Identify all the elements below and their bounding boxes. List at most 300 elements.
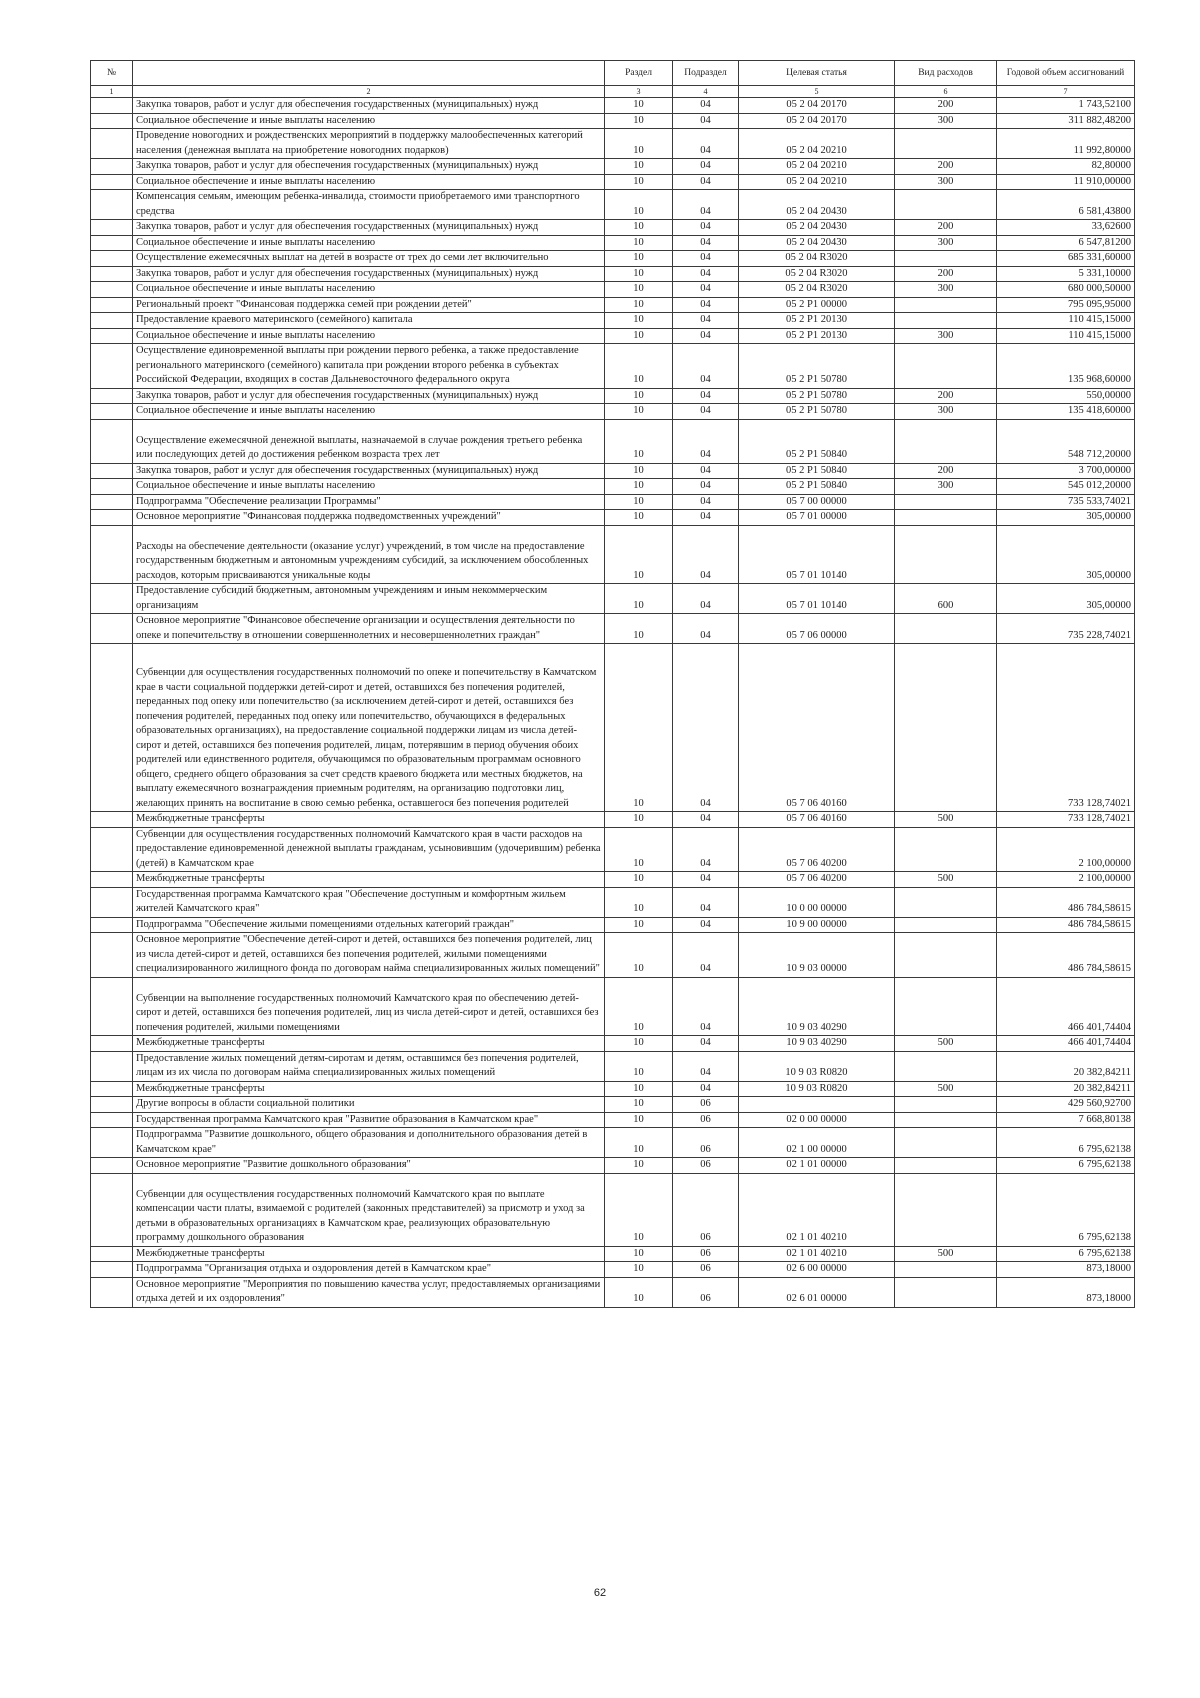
row-expense-type-cell: 500 (895, 1036, 997, 1052)
table-row (91, 977, 1135, 1036)
row-expense-type-cell (895, 1262, 997, 1278)
row-expense-type-cell: 200 (895, 388, 997, 404)
row-name-cell: Подпрограмма "Обеспечение жилыми помещениями отдельных категорий граждан" (133, 917, 605, 933)
row-target-item-cell: 10 9 00 00000 (739, 917, 895, 933)
row-subsection-cell: 04 (673, 510, 739, 526)
table-row (91, 510, 1135, 526)
row-expense-type-cell (895, 344, 997, 389)
row-number-cell (91, 220, 133, 236)
row-amount-cell: 6 795,62138 (997, 1173, 1135, 1246)
row-name-cell: Осуществление ежемесячной денежной выплаты, назначаемой в случае рождения третьего ребенка или последующих детей до достижения ребенком возраста трех лет (133, 419, 605, 463)
row-number-cell (91, 933, 133, 978)
row-section-cell: 10 (605, 174, 673, 190)
row-number-cell (91, 404, 133, 420)
table-row (91, 827, 1135, 872)
row-expense-type-cell: 200 (895, 220, 997, 236)
row-number-cell (91, 313, 133, 329)
row-target-item-cell: 05 2 P1 50780 (739, 388, 895, 404)
row-expense-type-cell (895, 1173, 997, 1246)
row-name-cell: Закупка товаров, работ и услуг для обеспечения государственных (муниципальных) нужд (133, 463, 605, 479)
table-row (91, 1246, 1135, 1262)
row-subsection-cell: 06 (673, 1158, 739, 1174)
header-annual-amount: Годовой объем ассигнований (997, 61, 1135, 86)
row-amount-cell: 429 560,92700 (997, 1097, 1135, 1113)
row-section-cell: 10 (605, 235, 673, 251)
row-target-item-cell: 10 9 03 40290 (739, 1036, 895, 1052)
row-subsection-cell: 06 (673, 1097, 739, 1113)
row-number-cell (91, 644, 133, 812)
row-expense-type-cell (895, 887, 997, 917)
row-subsection-cell: 04 (673, 297, 739, 313)
table-row (91, 174, 1135, 190)
row-name-cell: Межбюджетные трансферты (133, 1036, 605, 1052)
header-section: Раздел (605, 61, 673, 86)
row-name-cell: Проведение новогодних и рождественских мероприятий в поддержку малообеспеченных категорий населения (денежная выплата на приобретение новогодних подарков) (133, 129, 605, 159)
row-number-cell (91, 1036, 133, 1052)
row-target-item-cell: 05 2 04 20430 (739, 235, 895, 251)
row-subsection-cell: 04 (673, 174, 739, 190)
row-expense-type-cell: 200 (895, 463, 997, 479)
row-subsection-cell: 04 (673, 827, 739, 872)
row-subsection-cell: 04 (673, 933, 739, 978)
row-subsection-cell: 06 (673, 1277, 739, 1307)
row-number-cell (91, 282, 133, 298)
row-name-cell: Субвенции для осуществления государственных полномочий Камчатского края в части расходов на предоставление единовременной денежной выплаты гражданам, усыновившим (удочерившим) ребенка (детей) в Камчатском крае (133, 827, 605, 872)
row-name-cell: Социальное обеспечение и иные выплаты населению (133, 235, 605, 251)
row-section-cell: 10 (605, 1246, 673, 1262)
row-target-item-cell: 10 9 03 00000 (739, 933, 895, 978)
row-amount-cell: 548 712,20000 (997, 419, 1135, 463)
row-amount-cell: 486 784,58615 (997, 933, 1135, 978)
row-name-cell: Социальное обеспечение и иные выплаты населению (133, 404, 605, 420)
row-section-cell: 10 (605, 1128, 673, 1158)
row-expense-type-cell (895, 644, 997, 812)
row-subsection-cell: 04 (673, 525, 739, 584)
row-target-item-cell: 10 9 03 R0820 (739, 1051, 895, 1081)
row-amount-cell: 305,00000 (997, 525, 1135, 584)
table-row (91, 1173, 1135, 1246)
row-subsection-cell: 04 (673, 644, 739, 812)
table-row (91, 419, 1135, 463)
budget-table (90, 60, 1135, 1308)
row-amount-cell: 486 784,58615 (997, 887, 1135, 917)
row-section-cell: 10 (605, 933, 673, 978)
row-subsection-cell: 04 (673, 404, 739, 420)
row-amount-cell: 7 668,80138 (997, 1112, 1135, 1128)
row-amount-cell: 545 012,20000 (997, 479, 1135, 495)
row-expense-type-cell (895, 977, 997, 1036)
row-target-item-cell: 05 7 06 40160 (739, 812, 895, 828)
row-target-item-cell: 05 2 04 R3020 (739, 266, 895, 282)
row-number-cell (91, 479, 133, 495)
row-section-cell: 10 (605, 977, 673, 1036)
row-name-cell: Закупка товаров, работ и услуг для обеспечения государственных (муниципальных) нужд (133, 98, 605, 114)
row-section-cell: 10 (605, 1097, 673, 1113)
row-section-cell: 10 (605, 388, 673, 404)
row-amount-cell: 680 000,50000 (997, 282, 1135, 298)
row-number-cell (91, 1262, 133, 1278)
row-number-cell (91, 584, 133, 614)
row-name-cell: Основное мероприятие "Финансовая поддержка подведомственных учреждений" (133, 510, 605, 526)
row-subsection-cell: 04 (673, 190, 739, 220)
row-amount-cell: 873,18000 (997, 1262, 1135, 1278)
row-number-cell (91, 510, 133, 526)
row-subsection-cell: 06 (673, 1112, 739, 1128)
row-subsection-cell: 04 (673, 235, 739, 251)
row-expense-type-cell (895, 129, 997, 159)
row-number-cell (91, 917, 133, 933)
row-subsection-cell: 04 (673, 129, 739, 159)
row-amount-cell: 873,18000 (997, 1277, 1135, 1307)
row-number-cell (91, 419, 133, 463)
row-amount-cell: 6 795,62138 (997, 1128, 1135, 1158)
row-amount-cell: 6 547,81200 (997, 235, 1135, 251)
table-row (91, 1097, 1135, 1113)
row-name-cell: Подпрограмма "Организация отдыха и оздоровления детей в Камчатском крае" (133, 1262, 605, 1278)
header-expense-type: Вид расходов (895, 61, 997, 86)
row-number-cell (91, 1081, 133, 1097)
row-section-cell: 10 (605, 917, 673, 933)
row-name-cell: Межбюджетные трансферты (133, 1081, 605, 1097)
row-amount-cell: 305,00000 (997, 510, 1135, 526)
row-expense-type-cell (895, 419, 997, 463)
header-target-item: Целевая статья (739, 61, 895, 86)
row-number-cell (91, 251, 133, 267)
row-subsection-cell: 04 (673, 344, 739, 389)
row-expense-type-cell: 300 (895, 479, 997, 495)
row-target-item-cell: 05 2 04 R3020 (739, 251, 895, 267)
row-target-item-cell: 05 2 04 R3020 (739, 282, 895, 298)
row-number-cell (91, 297, 133, 313)
row-subsection-cell: 06 (673, 1262, 739, 1278)
row-amount-cell: 6 795,62138 (997, 1158, 1135, 1174)
row-target-item-cell: 05 7 01 10140 (739, 525, 895, 584)
row-name-cell: Региональный проект "Финансовая поддержка семей при рождении детей" (133, 297, 605, 313)
row-amount-cell: 2 100,00000 (997, 827, 1135, 872)
row-amount-cell: 1 743,52100 (997, 98, 1135, 114)
table-row (91, 1262, 1135, 1278)
row-amount-cell: 466 401,74404 (997, 977, 1135, 1036)
row-section-cell: 10 (605, 98, 673, 114)
budget-document (90, 60, 1134, 1308)
row-subsection-cell: 04 (673, 872, 739, 888)
row-section-cell: 10 (605, 419, 673, 463)
row-number-cell (91, 1277, 133, 1307)
row-target-item-cell: 05 2 P1 50780 (739, 404, 895, 420)
row-amount-cell: 11 910,00000 (997, 174, 1135, 190)
row-expense-type-cell (895, 510, 997, 526)
table-row (91, 388, 1135, 404)
column-number: 5 (739, 86, 895, 98)
row-section-cell: 10 (605, 344, 673, 389)
table-row (91, 933, 1135, 978)
row-amount-cell: 733 128,74021 (997, 644, 1135, 812)
row-name-cell: Основное мероприятие "Развитие дошкольного образования" (133, 1158, 605, 1174)
row-amount-cell: 33,62600 (997, 220, 1135, 236)
row-name-cell: Предоставление субсидий бюджетным, автономным учреждениям и иным некоммерческим организациям (133, 584, 605, 614)
row-amount-cell: 735 228,74021 (997, 614, 1135, 644)
row-subsection-cell: 06 (673, 1128, 739, 1158)
row-target-item-cell: 05 2 P1 20130 (739, 328, 895, 344)
row-expense-type-cell (895, 525, 997, 584)
row-amount-cell: 311 882,48200 (997, 113, 1135, 129)
table-row (91, 614, 1135, 644)
row-target-item-cell: 02 1 00 00000 (739, 1128, 895, 1158)
table-row (91, 479, 1135, 495)
table-row (91, 235, 1135, 251)
row-section-cell: 10 (605, 1051, 673, 1081)
row-amount-cell: 20 382,84211 (997, 1081, 1135, 1097)
row-subsection-cell: 04 (673, 419, 739, 463)
row-number-cell (91, 190, 133, 220)
row-name-cell: Подпрограмма "Развитие дошкольного, общего образования и дополнительного образования детей в Камчатском крае" (133, 1128, 605, 1158)
row-expense-type-cell (895, 1128, 997, 1158)
table-row (91, 463, 1135, 479)
row-section-cell: 10 (605, 510, 673, 526)
row-number-cell (91, 113, 133, 129)
row-expense-type-cell (895, 1158, 997, 1174)
column-number: 6 (895, 86, 997, 98)
header-name (133, 61, 605, 86)
header-subsection: Подраздел (673, 61, 739, 86)
row-expense-type-cell (895, 1051, 997, 1081)
table-row (91, 282, 1135, 298)
row-target-item-cell: 05 2 04 20210 (739, 159, 895, 175)
row-subsection-cell: 06 (673, 1246, 739, 1262)
row-target-item-cell: 02 6 00 00000 (739, 1262, 895, 1278)
row-target-item-cell: 05 7 01 10140 (739, 584, 895, 614)
table-row (91, 129, 1135, 159)
row-expense-type-cell: 300 (895, 404, 997, 420)
row-name-cell: Предоставление жилых помещений детям-сиротам и детям, оставшимся без попечения родителей, лицам из их числа по договорам найма специализированных жилых помещений (133, 1051, 605, 1081)
row-amount-cell: 550,00000 (997, 388, 1135, 404)
row-name-cell: Социальное обеспечение и иные выплаты населению (133, 174, 605, 190)
row-expense-type-cell: 300 (895, 174, 997, 190)
row-amount-cell: 135 418,60000 (997, 404, 1135, 420)
row-section-cell: 10 (605, 1277, 673, 1307)
row-target-item-cell: 05 2 04 20210 (739, 129, 895, 159)
row-subsection-cell: 04 (673, 251, 739, 267)
row-target-item-cell: 05 2 P1 50840 (739, 463, 895, 479)
column-number: 4 (673, 86, 739, 98)
row-number-cell (91, 235, 133, 251)
row-section-cell: 10 (605, 614, 673, 644)
table-row (91, 344, 1135, 389)
row-subsection-cell: 04 (673, 463, 739, 479)
row-amount-cell: 466 401,74404 (997, 1036, 1135, 1052)
row-section-cell: 10 (605, 113, 673, 129)
row-subsection-cell: 04 (673, 113, 739, 129)
row-expense-type-cell: 500 (895, 1246, 997, 1262)
table-row (91, 220, 1135, 236)
row-target-item-cell: 05 7 06 40160 (739, 644, 895, 812)
table-row (91, 917, 1135, 933)
table-row (91, 266, 1135, 282)
row-number-cell (91, 887, 133, 917)
row-target-item-cell: 05 2 P1 50780 (739, 344, 895, 389)
row-expense-type-cell: 200 (895, 98, 997, 114)
row-expense-type-cell: 500 (895, 812, 997, 828)
row-subsection-cell: 04 (673, 313, 739, 329)
row-number-cell (91, 266, 133, 282)
table-row (91, 584, 1135, 614)
row-amount-cell: 486 784,58615 (997, 917, 1135, 933)
row-subsection-cell: 04 (673, 328, 739, 344)
row-number-cell (91, 1097, 133, 1113)
row-target-item-cell: 05 2 04 20210 (739, 174, 895, 190)
row-section-cell: 10 (605, 282, 673, 298)
row-name-cell: Субвенции для осуществления государственных полномочий по опеке и попечительству в Камчатском крае в части социальной поддержки детей-сирот и детей, оставшихся без попечения родителей, переданных под опеку или попечительство (за исключением детей-сирот и детей, оставшихся без попечения родителей, переданных под опеку или попечительство, обучающихся в федеральных образовательных организациях), на предоставление социальной поддержки лицам из числа детей-сирот и детей, оставшихся без попечения родителей, лицам, потерявшим в период обучения обоих родителей или единственного родителя, обучающимся по образовательным программам основного общего, среднего общего образования за счет средств краевого бюджета или местных бюджетов, на выплату ежемесячного вознаграждения приемным родителям, на организацию подготовки лиц, желающих принять на воспитание в свою семью ребенка, оставшегося без попечения родителей (133, 644, 605, 812)
row-name-cell: Компенсация семьям, имеющим ребенка-инвалида, стоимости приобретаемого ими транспортного средства (133, 190, 605, 220)
row-number-cell (91, 1112, 133, 1128)
table-row (91, 525, 1135, 584)
row-name-cell: Осуществление ежемесячных выплат на детей в возрасте от трех до семи лет включительно (133, 251, 605, 267)
row-amount-cell: 110 415,15000 (997, 313, 1135, 329)
row-name-cell: Государственная программа Камчатского края "Обеспечение доступным и комфортным жильем жителей Камчатского края" (133, 887, 605, 917)
column-number-row (91, 86, 1135, 98)
column-number: 3 (605, 86, 673, 98)
row-subsection-cell: 04 (673, 98, 739, 114)
row-name-cell: Основное мероприятие "Обеспечение детей-сирот и детей, оставшихся без попечения родителей, лиц из числа детей-сирот и детей, оставшихся без попечения родителей, жилыми помещениями специализированного жилищного фонда по договорам найма специализированных жилых помещений" (133, 933, 605, 978)
table-row (91, 404, 1135, 420)
row-expense-type-cell (895, 933, 997, 978)
table-row (91, 887, 1135, 917)
row-expense-type-cell: 200 (895, 159, 997, 175)
row-name-cell: Социальное обеспечение и иные выплаты населению (133, 328, 605, 344)
row-number-cell (91, 344, 133, 389)
row-name-cell: Закупка товаров, работ и услуг для обеспечения государственных (муниципальных) нужд (133, 220, 605, 236)
table-row (91, 313, 1135, 329)
row-expense-type-cell (895, 1277, 997, 1307)
row-subsection-cell: 04 (673, 479, 739, 495)
row-target-item-cell: 02 1 01 40210 (739, 1173, 895, 1246)
row-target-item-cell: 05 2 04 20170 (739, 98, 895, 114)
row-number-cell (91, 872, 133, 888)
row-target-item-cell: 02 1 01 00000 (739, 1158, 895, 1174)
row-target-item-cell: 02 1 01 40210 (739, 1246, 895, 1262)
row-number-cell (91, 1051, 133, 1081)
row-amount-cell: 3 700,00000 (997, 463, 1135, 479)
row-number-cell (91, 812, 133, 828)
row-number-cell (91, 977, 133, 1036)
page-number: 62 (593, 1587, 607, 1599)
column-number: 2 (133, 86, 605, 98)
row-section-cell: 10 (605, 190, 673, 220)
row-target-item-cell: 05 2 P1 50840 (739, 479, 895, 495)
row-number-cell (91, 388, 133, 404)
table-row (91, 159, 1135, 175)
row-section-cell: 10 (605, 159, 673, 175)
row-target-item-cell: 05 7 06 40200 (739, 827, 895, 872)
row-name-cell: Социальное обеспечение и иные выплаты населению (133, 282, 605, 298)
row-target-item-cell: 10 0 00 00000 (739, 887, 895, 917)
row-amount-cell: 135 968,60000 (997, 344, 1135, 389)
table-row (91, 1112, 1135, 1128)
row-subsection-cell: 04 (673, 812, 739, 828)
table-row (91, 328, 1135, 344)
row-section-cell: 10 (605, 1036, 673, 1052)
column-number: 7 (997, 86, 1135, 98)
row-amount-cell: 82,80000 (997, 159, 1135, 175)
row-amount-cell: 795 095,95000 (997, 297, 1135, 313)
row-section-cell: 10 (605, 463, 673, 479)
row-expense-type-cell: 200 (895, 266, 997, 282)
row-target-item-cell: 02 0 00 00000 (739, 1112, 895, 1128)
row-section-cell: 10 (605, 404, 673, 420)
row-target-item-cell: 05 2 04 20170 (739, 113, 895, 129)
row-subsection-cell: 04 (673, 1036, 739, 1052)
row-section-cell: 10 (605, 1112, 673, 1128)
row-section-cell: 10 (605, 1158, 673, 1174)
row-target-item-cell: 05 7 06 00000 (739, 614, 895, 644)
row-section-cell: 10 (605, 297, 673, 313)
table-row (91, 644, 1135, 812)
row-target-item-cell: 10 9 03 R0820 (739, 1081, 895, 1097)
table-row (91, 1051, 1135, 1081)
row-expense-type-cell (895, 190, 997, 220)
row-section-cell: 10 (605, 1081, 673, 1097)
table-row (91, 1158, 1135, 1174)
row-target-item-cell: 05 7 01 00000 (739, 510, 895, 526)
row-number-cell (91, 463, 133, 479)
table-row (91, 251, 1135, 267)
row-name-cell: Основное мероприятие "Мероприятия по повышению качества услуг, предоставляемых организациями отдыха детей и их оздоровления" (133, 1277, 605, 1307)
row-subsection-cell: 04 (673, 1081, 739, 1097)
row-amount-cell: 6 795,62138 (997, 1246, 1135, 1262)
row-section-cell: 10 (605, 872, 673, 888)
row-target-item-cell: 05 7 00 00000 (739, 494, 895, 510)
row-expense-type-cell (895, 313, 997, 329)
row-amount-cell: 11 992,80000 (997, 129, 1135, 159)
row-target-item-cell: 05 2 P1 50840 (739, 419, 895, 463)
row-number-cell (91, 174, 133, 190)
row-number-cell (91, 328, 133, 344)
row-name-cell: Основное мероприятие "Финансовое обеспечение организации и осуществления деятельности по опеке и попечительству в отношении совершеннолетних и несовершеннолетних граждан" (133, 614, 605, 644)
row-subsection-cell: 04 (673, 614, 739, 644)
row-number-cell (91, 98, 133, 114)
row-name-cell: Межбюджетные трансферты (133, 1246, 605, 1262)
row-expense-type-cell (895, 297, 997, 313)
row-number-cell (91, 1173, 133, 1246)
row-number-cell (91, 614, 133, 644)
table-row (91, 1081, 1135, 1097)
row-target-item-cell: 05 2 P1 00000 (739, 297, 895, 313)
row-name-cell: Предоставление краевого материнского (семейного) капитала (133, 313, 605, 329)
row-number-cell (91, 159, 133, 175)
row-target-item-cell: 05 2 04 20430 (739, 190, 895, 220)
row-subsection-cell: 04 (673, 282, 739, 298)
row-target-item-cell: 05 2 P1 20130 (739, 313, 895, 329)
row-section-cell: 10 (605, 812, 673, 828)
row-subsection-cell: 04 (673, 220, 739, 236)
row-expense-type-cell (895, 614, 997, 644)
row-name-cell: Субвенции для осуществления государственных полномочий Камчатского края по выплате компенсации части платы, взимаемой с родителей (законных представителей) за присмотр и уход за детьми в образовательных организациях в Камчатском крае, реализующих образовательную программу дошкольного образования (133, 1173, 605, 1246)
row-section-cell: 10 (605, 494, 673, 510)
row-name-cell: Социальное обеспечение и иные выплаты населению (133, 479, 605, 495)
row-number-cell (91, 129, 133, 159)
row-expense-type-cell (895, 251, 997, 267)
row-name-cell: Расходы на обеспечение деятельности (оказание услуг) учреждений, в том числе на предоставление государственным бюджетным и автономным учреждениям субсидий, за исключением обособленных расходов, которым присваиваются уникальные коды (133, 525, 605, 584)
row-section-cell: 10 (605, 1262, 673, 1278)
row-section-cell: 10 (605, 266, 673, 282)
row-section-cell: 10 (605, 313, 673, 329)
row-section-cell: 10 (605, 251, 673, 267)
row-name-cell: Государственная программа Камчатского края "Развитие образования в Камчатском крае" (133, 1112, 605, 1128)
row-subsection-cell: 04 (673, 388, 739, 404)
row-number-cell (91, 1158, 133, 1174)
row-amount-cell: 6 581,43800 (997, 190, 1135, 220)
row-section-cell: 10 (605, 1173, 673, 1246)
